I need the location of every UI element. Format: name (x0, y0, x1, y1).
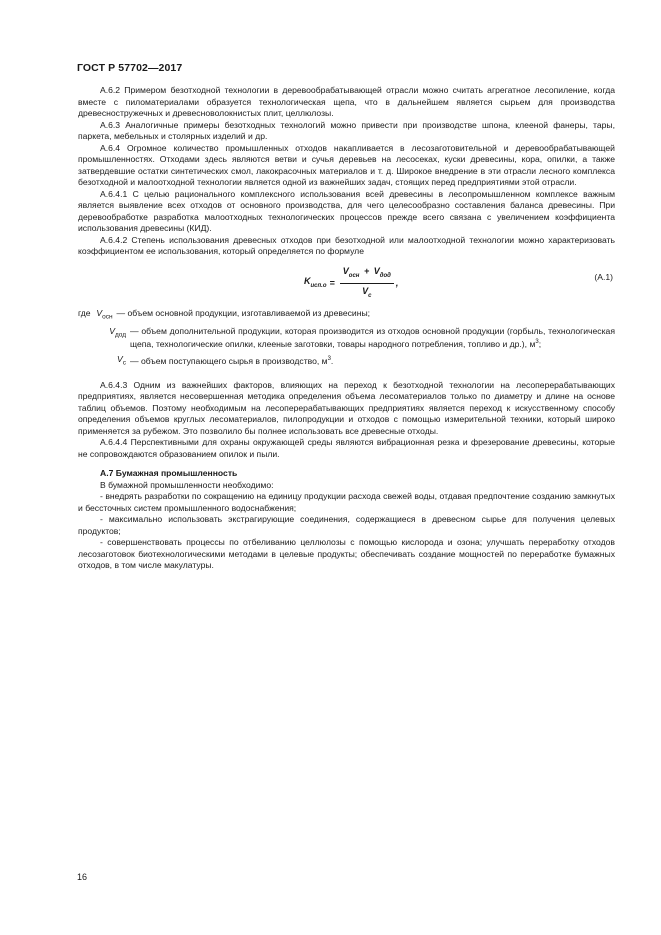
definition-symbol: $V_{осн}$ (96, 307, 113, 321)
formula (304, 266, 398, 303)
definition-text: — объем дополнительной продукции, которая производится из отходов основной продукции (горбыль, технологическая щепа, технологические опилки, клееные заготовки, товары народного потребления, топливо и др.), $м^3$; (130, 325, 615, 350)
formula-equals: = (329, 278, 335, 289)
formula-trailing: , (395, 278, 399, 289)
definition-text: — объем поступающего сырья в производство, $м^3$. (130, 355, 334, 366)
formula-denominator: $V_с$ (362, 285, 372, 299)
document-header: ГОСТ Р 57702—2017 (77, 62, 183, 74)
list-item: - совершенствовать процессы по отбеливанию целлюлозы с помощью кислорода и озона; улучшать переработку отходов лесозаготовок биотехнологическими методами в целевые продукты; обеспечивать создание мощностей по переработке бумажных отходов, в том числе макулатуры. (78, 537, 615, 571)
paragraph-a-6-4-4: А.6.4.4 Перспективными для охраны окружающей среды являются вибрационная резка и фрезерование древесины, которые не сопровождаются образованием опилок и пыли. (78, 437, 615, 459)
definition-symbol: $V_с$ (117, 353, 126, 367)
definitions-list (78, 308, 615, 369)
paragraph-a-6-4-2: А.6.4.2 Степень использования древесных отходов при безотходной или малоотходной технологии можно характеризовать коэффициентом ее использования, который определяется по формуле (78, 234, 615, 256)
definition-item (78, 326, 615, 351)
paragraph-a-6-2: А.6.2 Примером безотходной технологии в деревообрабатывающей отрасли можно считать агрегатное лесопиление, когда вместе с пиломатериалами образуется технологическая щепа, что в дальнейшем является сырьем для производства древесностружечных и древесноволокнистых плит, целлюлозы. (78, 85, 615, 118)
equation-number: (А.1) (594, 271, 613, 282)
formula-lhs: $K_{исп.о}$ (304, 275, 327, 289)
definition-text: — объем основной продукции, изготавливаемой из древесины; (116, 307, 371, 318)
list-item: - внедрять разработки по сокращению на единицу продукции расхода свежей воды, отдавая предпочтение созданию замкнутых и бессточных систем промышленного водоснабжения; (78, 491, 615, 513)
formula-block (78, 264, 615, 304)
page-number: 16 (77, 872, 88, 882)
formula-fraction (340, 266, 394, 303)
paragraph-a-6-4-1: А.6.4.1 С целью рационального комплексного использования всей древесины в лесопромышленном комплексе важным является выявление всех отходов от основного производства, для чего целесообразно составления баланса древесины. При деревообработке разработка малоотходных технологических процессов прежде всего связана с увеличением коэффициента использования древесины (КИД). (78, 188, 615, 233)
page-body (78, 85, 615, 572)
formula-numerator: $V_{осн} + V_{дод}$ (340, 266, 394, 284)
section-intro: В бумажной промышленности необходимо: (100, 479, 274, 490)
section-title: А.7 Бумажная промышленность (100, 468, 238, 479)
list-item: - максимально использовать экстрагирующие соединения, содержащиеся в древесном сырье для получения целевых продуктов; (78, 514, 615, 536)
paragraph-a-6-3: А.6.3 Аналогичные примеры безотходных технологий можно привести при производстве шпона, клееной фанеры, тары, паркета, мебельных и столярных изделий и др. (78, 119, 615, 141)
paragraph-a-6-4: А.6.4 Огромное количество промышленных отходов накапливается в лесозаготовительной и деревообрабатывающей промышленностях. Отходами здесь являются ветви и сучья деревьев на лесосеках, куски древесины, кора, опилки, а также затвердевшие остатки синтетических смол, лакокрасочных материалов и т. д. Широкое внедрение в эти отрасли лесного комплекса безотходной и малоотходной технологии является одной из важнейших задач, стоящих перед предприятиями этой отрасли. (78, 142, 615, 187)
definition-prefix: где (78, 307, 91, 318)
paragraph-a-6-4-3: А.6.4.3 Одним из важнейших факторов, влияющих на переход к безотходной технологии на лесоперерабатывающих предприятиях, является несовершенная методика определения объема лесоматериалов только по диаметру и длине на основе таблиц объемов. Поэтому необходимым на лесоперерабатывающих предприятиях является переход к искусственному способу определения объемов круглых лесоматериалов, пилопродукции и отходов с помощью измерительной техники, который широко применяется за рубежом. Это позволило бы полнее использовать все древесные отходы. (78, 379, 615, 436)
definition-item (78, 354, 615, 369)
definition-symbol: $V_{дод}$ (109, 325, 126, 339)
definition-item (78, 308, 615, 323)
